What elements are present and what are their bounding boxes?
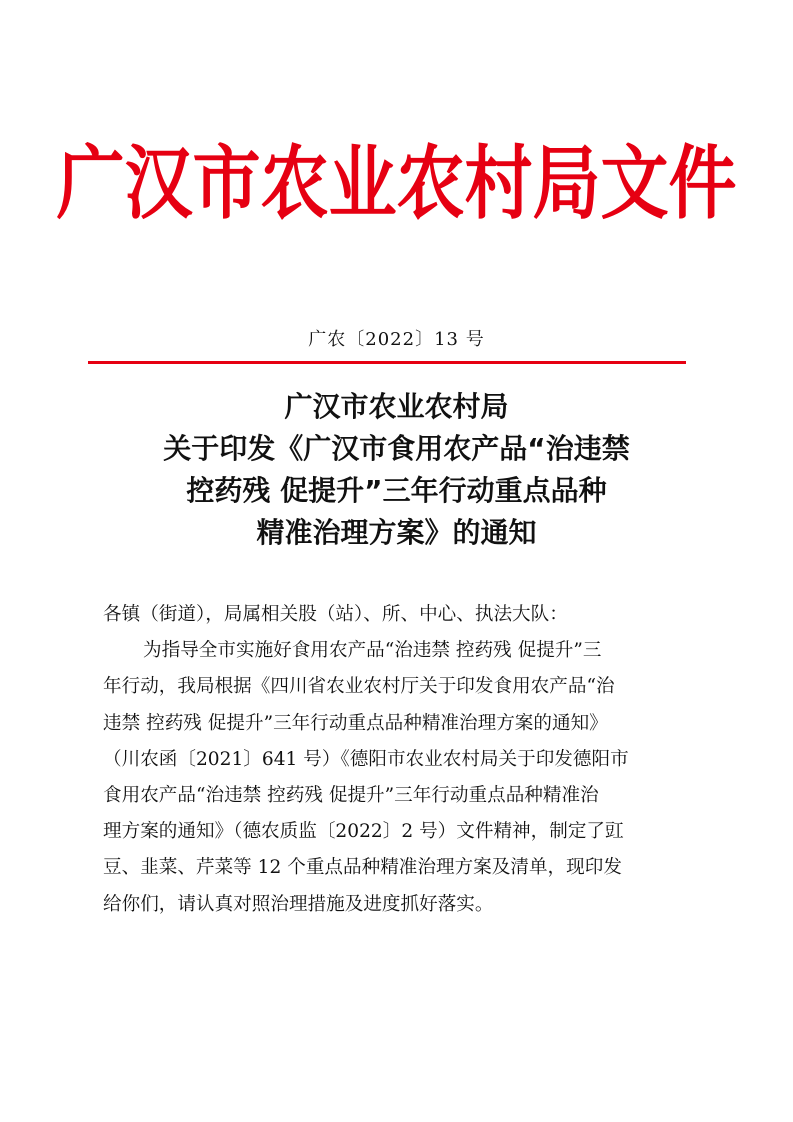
red-divider-line	[88, 361, 686, 364]
agency-header-title: 广汉市农业农村局文件	[56, 138, 737, 232]
paragraph-line: 违禁 控药残 促提升”三年行动重点品种精准治理方案的通知》	[103, 712, 608, 734]
paragraph-line: 食用农产品“治违禁 控药残 促提升”三年行动重点品种精准治	[103, 785, 599, 807]
paragraph-line: 给你们，请认真对照治理措施及进度抓好落实。	[103, 893, 494, 915]
salutation: 各镇（街道），局属相关股（站）、所、中心、执法大队：	[103, 604, 568, 625]
notice-title-line: 精准治理方案》的通知	[256, 516, 537, 549]
document-number: 广农〔2022〕13 号	[308, 329, 485, 350]
paragraph-line: 年行动，我局根据《四川省农业农村厅关于印发食用农产品“治	[103, 676, 615, 698]
notice-title-line: 广汉市农业农村局	[284, 390, 509, 423]
paragraph-line: （川农函〔2021〕641 号）《德阳市农业农村局关于印发德阳市	[103, 748, 629, 770]
paragraph-line: 理方案的通知》（德农质监〔2022〕2 号）文件精神，制定了豇	[103, 821, 624, 843]
body-text	[103, 597, 693, 923]
paragraph-line: 豆、韭菜、芹菜等 12 个重点品种精准治理方案及清单，现印发	[103, 857, 622, 879]
paragraph-line: 为指导全市实施好食用农产品“治违禁 控药残 促提升”三	[143, 640, 602, 662]
notice-title	[0, 386, 793, 554]
notice-title-line: 关于印发《广汉市食用农产品“治违禁	[163, 432, 630, 465]
notice-title-line: 控药残 促提升”三年行动重点品种	[186, 474, 607, 507]
